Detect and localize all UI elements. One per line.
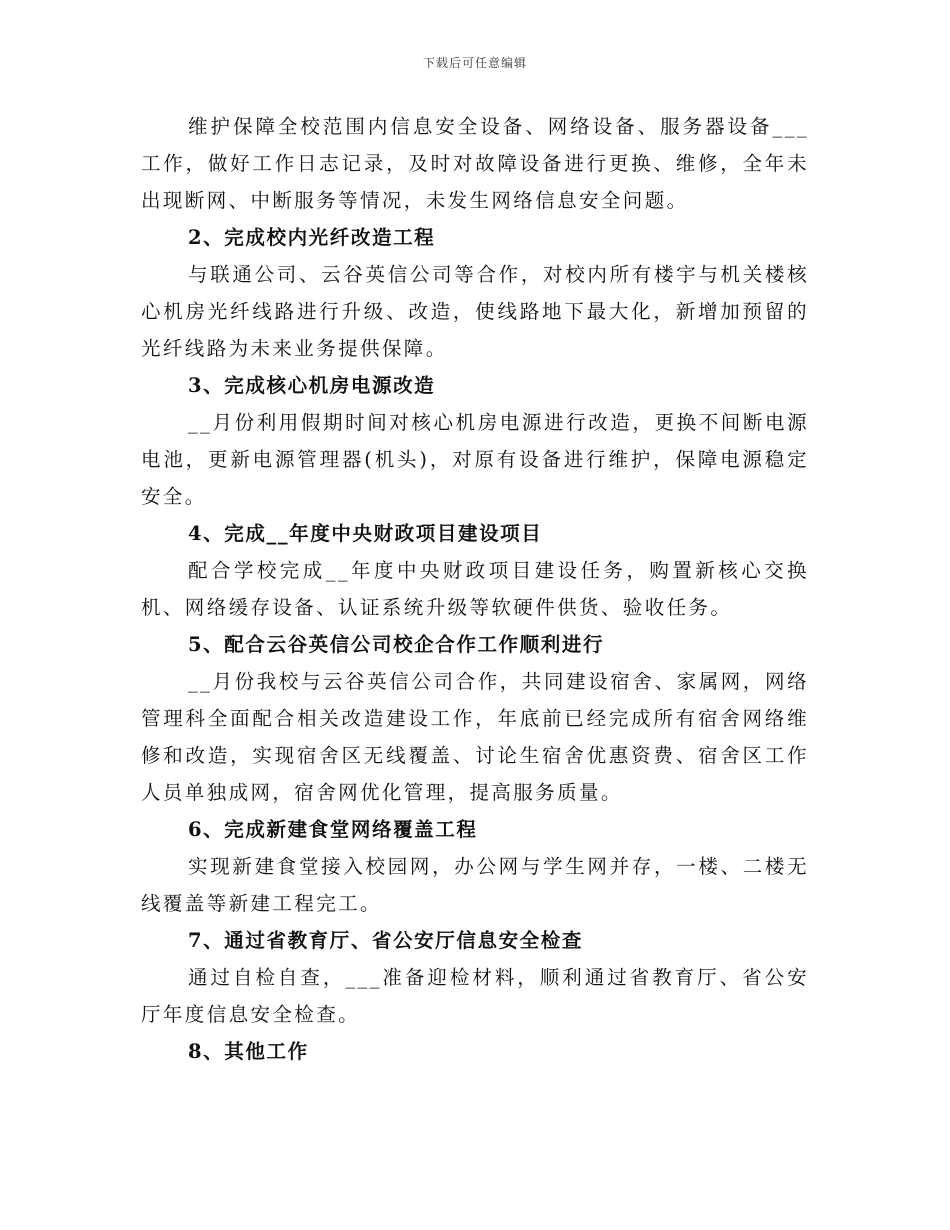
section-heading-8: 8、其他工作 xyxy=(188,1040,309,1063)
section-paragraph-6: 实现新建食堂接入校园网，办公网与学生网并存，一楼、二楼无线覆盖等新建工程完工。 xyxy=(141,855,809,915)
intro-paragraph: 维护保障全校范围内信息安全设备、网络设备、服务器设备___工作，做好工作日志记录，及时对故障设备进行更换、维修，全年未出现断网、中断服务等情况，未发生网络信息安全问题。 xyxy=(141,115,809,212)
section-heading-7: 7、通过省教育厅、省公安厅信息安全检查 xyxy=(188,929,583,952)
section-heading-5: 5、配合云谷英信公司校企合作工作顺利进行 xyxy=(188,633,605,656)
section-paragraph-7: 通过自检自查，___准备迎检材料，顺利通过省教育厅、省公安厅年度信息安全检查。 xyxy=(141,966,809,1026)
document-body xyxy=(141,108,809,1070)
section-paragraph-4: 配合学校完成__年度中央财政项目建设任务，购置新核心交换机、网络缓存设备、认证系统升级等软硬件供货、验收任务。 xyxy=(141,559,809,619)
section-paragraph-2: 与联通公司、云谷英信公司等合作，对校内所有楼宇与机关楼核心机房光纤线路进行升级、改造，使线路地下最大化，新增加预留的光纤线路为未来业务提供保障。 xyxy=(141,263,809,360)
header-note: 下载后可任意编辑 xyxy=(422,56,527,70)
section-paragraph-5: __月份我校与云谷英信公司合作，共同建设宿舍、家属网，网络管理科全面配合相关改造建设工作，年底前已经完成所有宿舍网络维修和改造，实现宿舍区无线覆盖、讨论生宿舍优惠资费、宿舍区工作人员单独成网，宿舍网优化管理，提高服务质量。 xyxy=(141,670,809,804)
section-heading-2: 2、完成校内光纤改造工程 xyxy=(188,226,436,249)
section-paragraph-3: __月份利用假期时间对核心机房电源进行改造，更换不间断电源电池，更新电源管理器(机头)，对原有设备进行维护，保障电源稳定安全。 xyxy=(141,411,809,508)
section-heading-4: 4、完成__年度中央财政项目建设项目 xyxy=(188,522,543,545)
section-heading-6: 6、完成新建食堂网络覆盖工程 xyxy=(188,818,478,841)
section-heading-3: 3、完成核心机房电源改造 xyxy=(188,374,436,397)
